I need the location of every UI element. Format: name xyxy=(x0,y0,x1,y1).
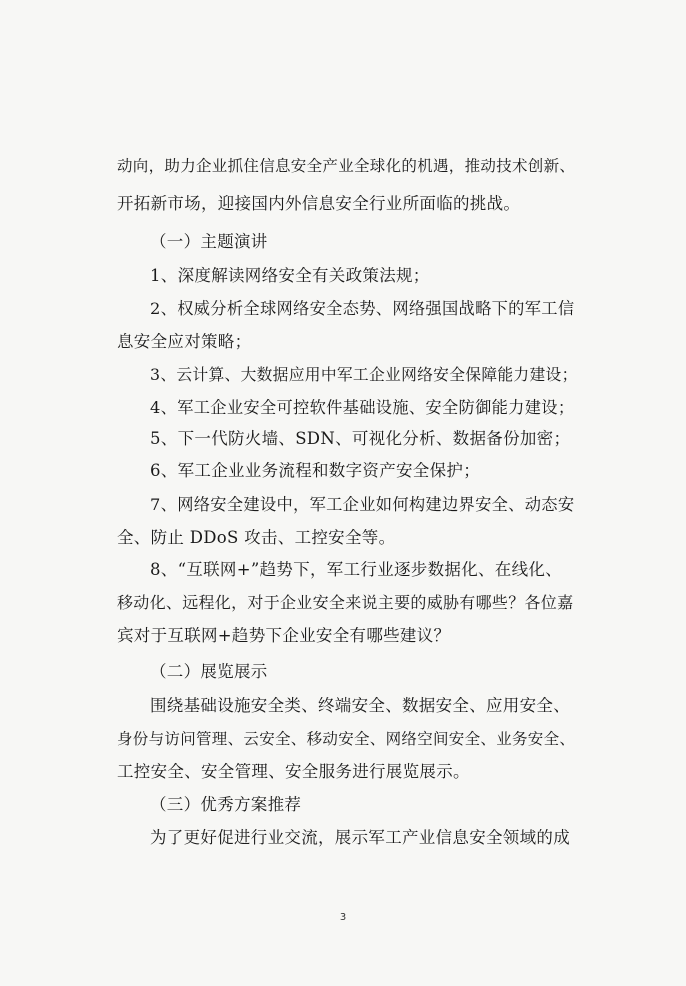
text-line: 宾对于互联网+趋势下企业安全有哪些建议？ xyxy=(117,626,451,645)
text-line: 全、防止 DDoS 攻击、工控安全等。 xyxy=(117,528,396,547)
text-line: 移动化、远程化，对于企业安全来说主要的威胁有哪些？各位嘉 xyxy=(117,593,574,612)
list-item-8: 8、“互联网+”趋势下，军工行业逐步数据化、在线化、 xyxy=(150,560,562,579)
text-line: 动向，助力企业抓住信息安全产业全球化的机遇，推动技术创新、 xyxy=(117,157,576,175)
list-item-4: 4、军工企业安全可控软件基础设施、安全防御能力建设； xyxy=(150,398,575,417)
list-item-3: 3、云计算、大数据应用中军工企业网络安全保障能力建设； xyxy=(150,365,578,384)
list-item-5: 5、下一代防火墙、SDN、可视化分析、数据备份加密； xyxy=(150,429,571,448)
section-heading-3: （三）优秀方案推荐 xyxy=(150,795,302,814)
section-heading-2: （二）展览展示 xyxy=(150,662,268,681)
text-line: 身份与访问管理、云安全、移动安全、网络空间安全、业务安全、 xyxy=(117,730,576,748)
page-number: 3 xyxy=(339,912,347,923)
paragraph-line: 为了更好促进行业交流，展示军工产业信息安全领域的成 xyxy=(150,828,570,847)
text-line: 工控安全、安全管理、安全服务进行展览展示。 xyxy=(117,762,470,781)
text-line: 息安全应对策略； xyxy=(117,332,252,351)
list-item-6: 6、军工企业业务流程和数字资产安全保护； xyxy=(150,461,480,480)
list-item-1: 1、深度解读网络安全有关政策法规； xyxy=(150,266,430,285)
section-heading-1: （一）主题演讲 xyxy=(150,232,268,251)
text-line: 开拓新市场，迎接国内外信息安全行业所面临的挑战。 xyxy=(117,194,521,213)
paragraph-line: 围绕基础设施安全类、终端安全、数据安全、应用安全、 xyxy=(150,696,570,715)
list-item-7: 7、网络安全建设中，军工企业如何构建边界安全、动态安 xyxy=(150,495,575,514)
list-item-2: 2、权威分析全球网络安全态势、网络强国战略下的军工信 xyxy=(150,299,575,318)
